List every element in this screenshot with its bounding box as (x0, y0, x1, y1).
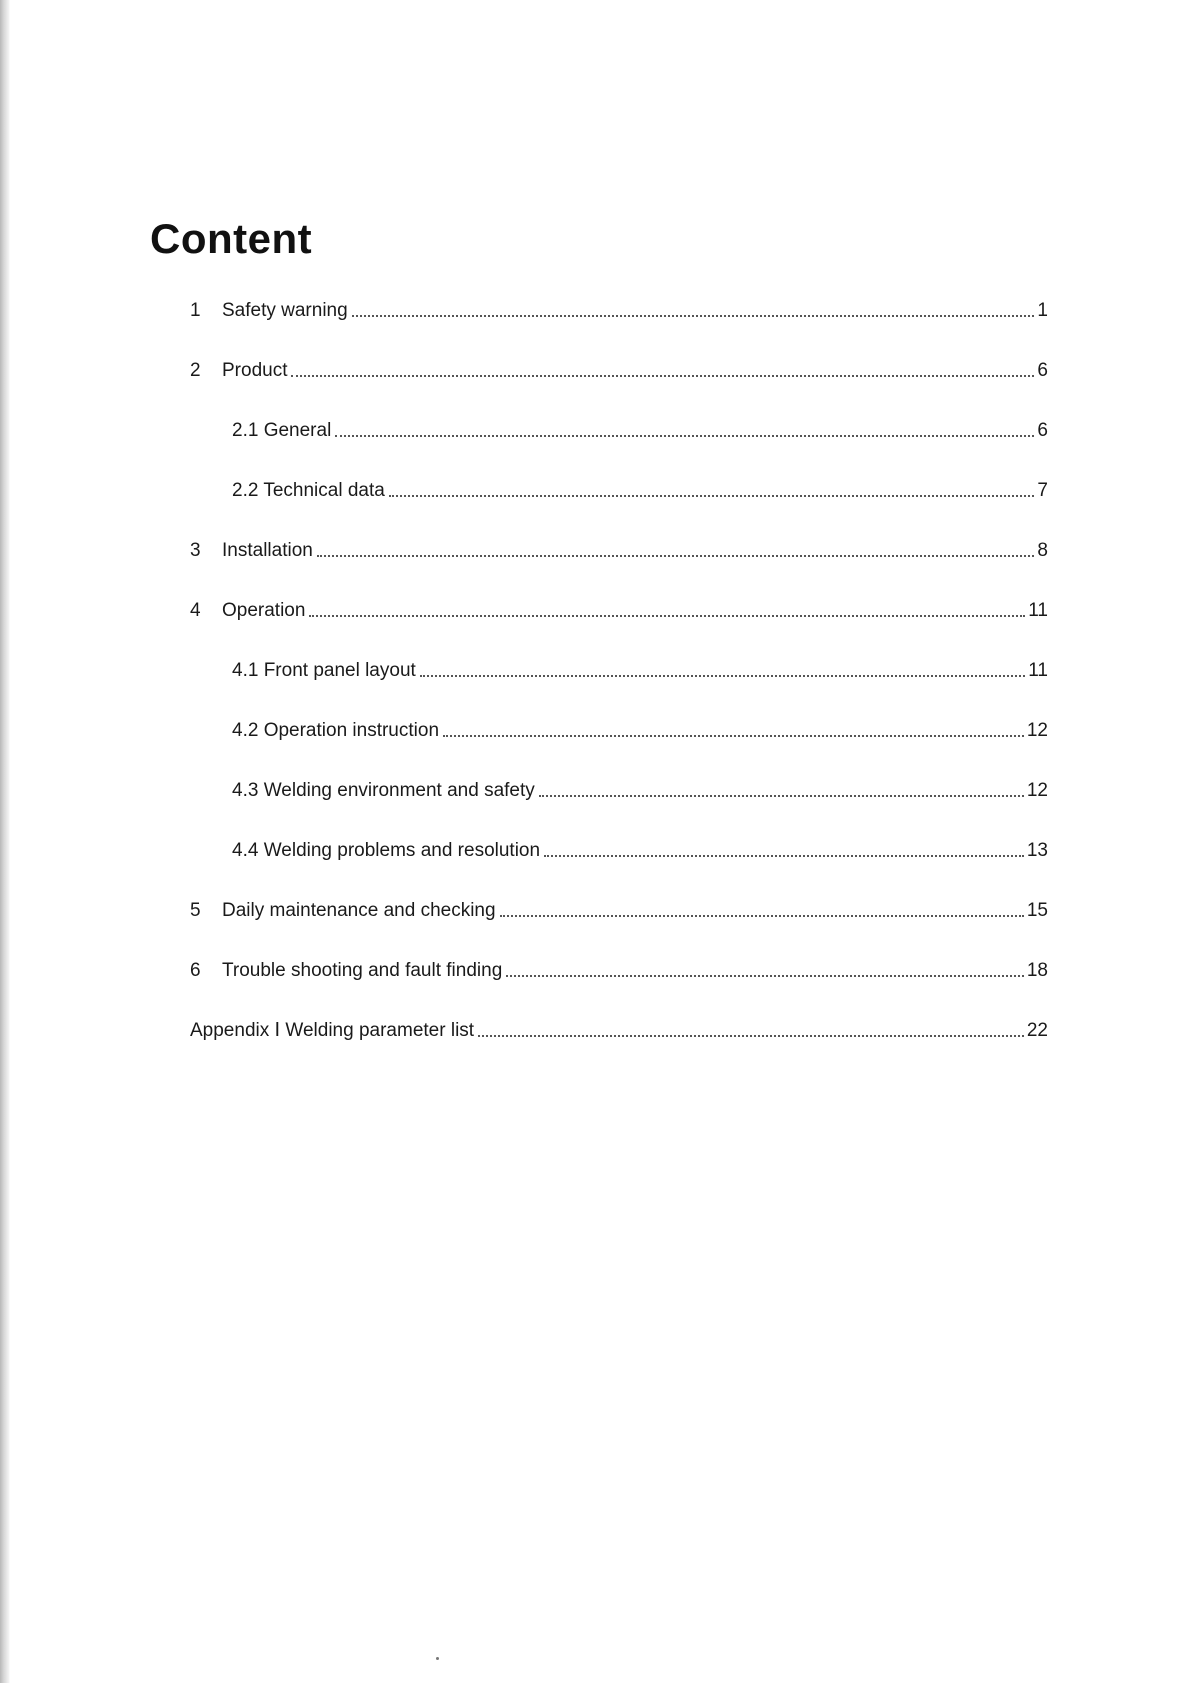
toc-entry-label: 4.4 Welding problems and resolution (232, 840, 541, 861)
toc-entry-label: Operation (222, 600, 306, 621)
toc-entry-page: 6 (1037, 420, 1048, 441)
toc-dot-leader (291, 374, 1034, 377)
toc-entry-trouble-shooting[interactable] (190, 952, 1048, 982)
toc-dot-leader (478, 1034, 1024, 1037)
toc-dot-leader (500, 914, 1024, 917)
toc-entry-page: 6 (1037, 360, 1048, 381)
toc-entry-page: 12 (1026, 720, 1048, 741)
scan-speck (436, 1657, 439, 1660)
scan-edge-shadow (0, 0, 10, 1683)
toc-entry-general[interactable] (190, 412, 1048, 442)
toc-entry-page: 11 (1028, 660, 1048, 681)
toc-entry-page: 22 (1026, 1020, 1048, 1041)
toc-dot-leader (335, 434, 1034, 437)
toc-entry-label: Safety warning (222, 300, 348, 321)
toc-entry-number: 2 (190, 360, 201, 381)
toc-dot-leader (352, 314, 1035, 317)
toc-dot-leader (309, 614, 1025, 617)
toc-entry-label: Appendix Ⅰ Welding parameter list (190, 1020, 475, 1041)
toc-entry-welding-problems[interactable] (190, 832, 1048, 862)
toc-entry-front-panel-layout[interactable] (190, 652, 1048, 682)
toc-entry-safety-warning[interactable] (190, 292, 1048, 322)
toc-dot-leader (443, 734, 1024, 737)
toc-entry-page: 12 (1026, 780, 1048, 801)
toc-dot-leader (544, 854, 1024, 857)
toc-entry-label: 4.3 Welding environment and safety (232, 780, 535, 801)
toc-dot-leader (317, 554, 1035, 557)
toc-entry-welding-environment[interactable] (190, 772, 1048, 802)
toc-entry-page: 13 (1026, 840, 1048, 861)
toc-dot-leader (539, 794, 1024, 797)
page-title: Content (150, 215, 313, 263)
toc-entry-number: 5 (190, 900, 201, 921)
toc-entry-page: 7 (1037, 480, 1048, 501)
toc-entry-label: 2.1 General (232, 420, 332, 441)
toc-entry-label: 4.2 Operation instruction (232, 720, 440, 741)
toc-entry-number: 1 (190, 300, 201, 321)
toc-entry-page: 15 (1026, 900, 1048, 921)
toc-dot-leader (389, 494, 1035, 497)
toc-entry-label: Installation (222, 540, 313, 561)
toc-entry-label: Product (222, 360, 288, 381)
toc-entry-label: 4.1 Front panel layout (232, 660, 416, 681)
toc-entry-number: 6 (190, 960, 201, 981)
toc-entry-operation[interactable] (190, 592, 1048, 622)
toc-entry-label: Trouble shooting and fault finding (222, 960, 503, 981)
toc-entry-appendix[interactable] (190, 1012, 1048, 1042)
toc-entry-product[interactable] (190, 352, 1048, 382)
toc-entry-number: 4 (190, 600, 201, 621)
toc-entry-page: 1 (1037, 300, 1048, 321)
toc-entry-daily-maintenance[interactable] (190, 892, 1048, 922)
toc-entry-page: 18 (1026, 960, 1048, 981)
toc-entry-number: 3 (190, 540, 201, 561)
toc-entry-label: Daily maintenance and checking (222, 900, 496, 921)
toc-entry-page: 11 (1028, 600, 1048, 621)
toc-entry-page: 8 (1037, 540, 1048, 561)
toc-entry-technical-data[interactable] (190, 472, 1048, 502)
toc-entry-operation-instruction[interactable] (190, 712, 1048, 742)
toc-dot-leader (420, 674, 1025, 677)
toc-entry-installation[interactable] (190, 532, 1048, 562)
toc-dot-leader (506, 974, 1024, 977)
toc-entry-label: 2.2 Technical data (232, 480, 385, 501)
